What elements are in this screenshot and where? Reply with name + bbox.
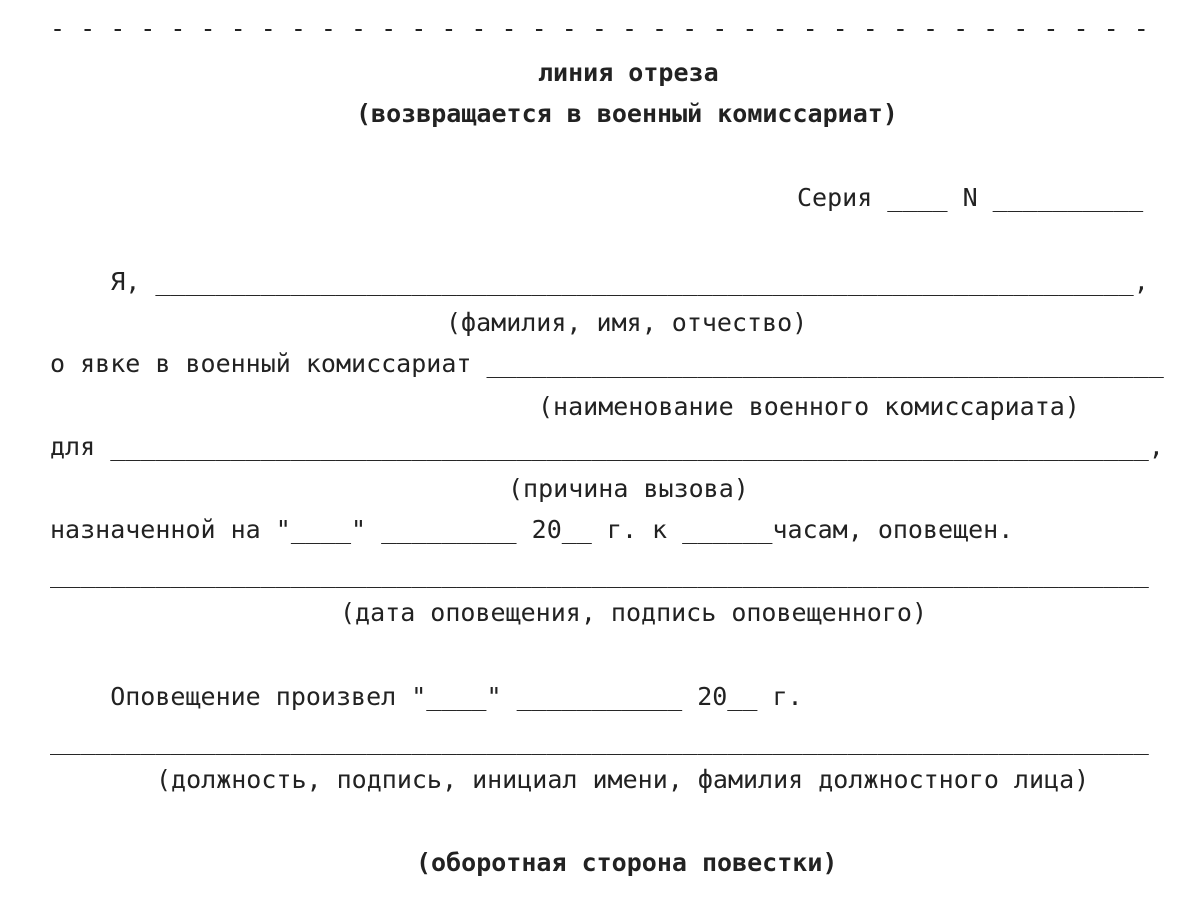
cut-line-subtitle: (возвращается в военный комиссариат) (356, 99, 898, 128)
commissariat-field-line: о явке в военный комиссариат _____________________________________________ (50, 349, 1164, 378)
commissariat-field-caption: (наименование военного комиссариата) (538, 392, 1080, 421)
notified-by-line: Оповещение произвел "____" ___________ 20__ г. (50, 682, 803, 711)
official-field-line: _________________________________________________________________________ (50, 726, 1149, 755)
reason-field-line: для _____________________________________________________________________, (50, 432, 1164, 461)
appointed-date-line: назначенной на "____" _________ 20__ г. к ______часам, оповещен. (50, 515, 1014, 544)
official-field-caption: (должность, подпись, инициал имени, фамилия должностного лица) (156, 765, 1090, 794)
name-field-line: Я, _________________________________________________________________, (50, 267, 1149, 296)
cut-line-title: линия отреза (538, 58, 719, 87)
reason-field-caption: (причина вызова) (508, 474, 749, 503)
name-field-caption: (фамилия, имя, отчество) (446, 308, 808, 337)
reverse-side-title: (оборотная сторона повестки) (416, 848, 838, 877)
series-number-line: Серия ____ N __________ (797, 183, 1144, 212)
dashed-cut-line: - - - - - - - - - - - - - - - - - - - - - - - - - - - - - - - - - - - - - (50, 14, 1149, 43)
signature-field-line: _________________________________________________________________________ (50, 559, 1149, 588)
signature-field-caption: (дата оповещения, подпись оповещенного) (340, 598, 927, 627)
